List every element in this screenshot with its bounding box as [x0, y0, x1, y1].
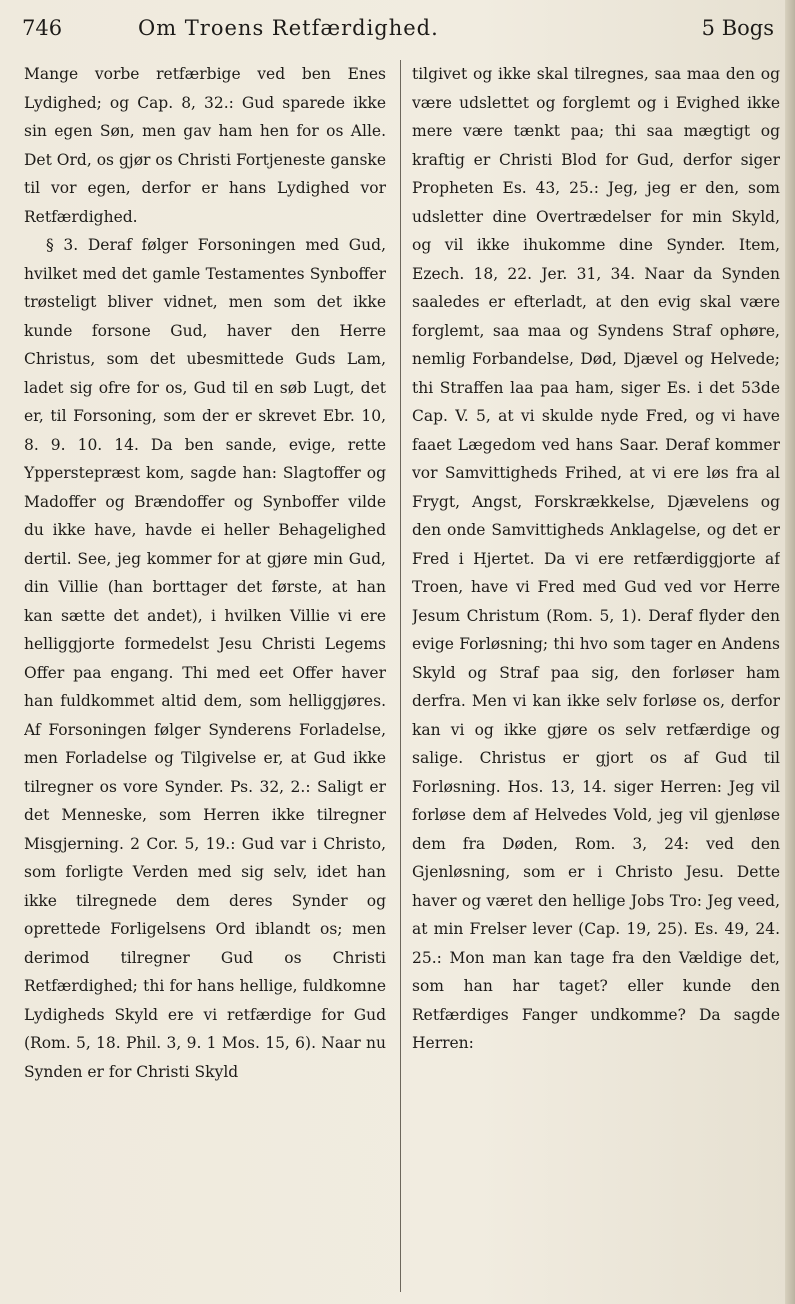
column-divider — [400, 60, 401, 1292]
left-column — [24, 60, 386, 1290]
page-edge — [785, 0, 795, 1304]
running-title: Om Troens Retfærdighed. — [138, 16, 439, 40]
signature-mark: 5 Bogs — [701, 16, 774, 40]
paragraph: Mange vorbe retfærbige ved ben Enes Lydighed; og Cap. 8, 32.: Gud sparede ikke sin egen Søn, men gav ham hen for os Alle. Det Ord, os gjør os Christi Fortjeneste ganske til vor egen, derfor er hans Lydighed vor Retfærdighed. — [24, 65, 386, 226]
page-number: 746 — [22, 16, 63, 40]
paragraph: tilgivet og ikke skal tilregnes, saa maa den og være udslettet og forglemt og i Evighed ikke mere være tænkt paa; thi saa mægtigt og kraftig er Christi Blod for Gud, derfor siger Propheten Es. 43, 25.: Jeg, jeg er den, som udsletter dine Overtrædelser for min Skyld, og vil ikke ihukomme dine Synder. Item, Ezech. 18, 22. Jer. 31, 34. Naar da Synden saaledes er efterladt, at den evig skal være forglemt, saa maa og Syndens Straf ophøre, nemlig Forbandelse, Død, Djævel og Helvede; thi Straffen laa paa ham, siger Es. i det 53de Cap. V. 5, at vi skulde nyde Fred, og vi have faaet Lægedom ved hans Saar. Deraf kommer vor Samvittigheds Frihed, at vi ere løs fra al Frygt, Angst, Forskrækkelse, Djævelens og den onde Samvittigheds Anklagelse, og det er Fred i Hjertet. Da vi ere retfærdiggjorte af Troen, have vi Fred med Gud ved vor Herre Jesum Christum (Rom. 5, 1). Deraf flyder den evige Forløsning; thi hvo som tager en Andens Skyld og Straf paa sig, den forløser ham derfra. Men vi kan ikke selv forløse os, derfor kan vi og ikke gjøre os selv retfærdige og salige. Christus er gjort os af Gud til Forløsning. Hos. 13, 14. siger Herren: Jeg vil forløse dem af Helvedes Vold, jeg vil gjenløse dem fra Døden, Rom. 3, 24: ved den Gjenløsning, som er i Christo Jesu. Dette haver og været den hellige Jobs Tro: Jeg veed, at min Frelser lever (Cap. 19, 25). Es. 49, 24. 25.: Mon man kan tage fra den Vældige det, som han har taget? eller kunde den Retfærdiges Fanger undkomme? Da sagde Herren: — [412, 65, 780, 1052]
right-column — [412, 60, 780, 1290]
paragraph: § 3. Deraf følger Forsoningen med Gud, hvilket med det gamle Testamentes Synboffer trøsteligt bliver vidnet, men som det ikke kunde forsone Gud, haver den Herre Christus, som det ubesmittede Guds Lam, ladet sig ofre for os, Gud til en søb Lugt, det er, til Forsoning, som der er skrevet Ebr. 10, 8. 9. 10. 14. Da ben sande, evige, rette Ypperstepræst kom, sagde han: Slagtoffer og Madoffer og Brændoffer og Synboffer vilde du ikke have, havde ei heller Behagelighed dertil. See, jeg kommer for at gjøre min Gud, din Villie (han borttager det første, at han kan sætte det andet), i hvilken Villie vi ere helliggjorte formedelst Jesu Christi Legems Offer paa engang. Thi med eet Offer haver han fuldkommet altid dem, som helliggjøres. Af Forsoningen følger Synderens Forladelse, men Forladelse og Tilgivelse er, at Gud ikke tilregner os vore Synder. Ps. 32, 2.: Saligt er det Menneske, som Herren ikke tilregner Misgjerning. 2 Cor. 5, 19.: Gud var i Christo, som forligte Verden med sig selv, idet han ikke tilregnede dem deres Synder og oprettede Forligelsens Ord iblandt os; men derimod tilregner Gud os Christi Retfærdighed; thi for hans hellige, fuldkomne Lydigheds Skyld ere vi retfærdige for Gud (Rom. 5, 18. Phil. 3, 9. 1 Mos. 15, 6). Naar nu Synden er for Christi Skyld — [24, 236, 386, 1081]
running-header — [22, 10, 774, 46]
